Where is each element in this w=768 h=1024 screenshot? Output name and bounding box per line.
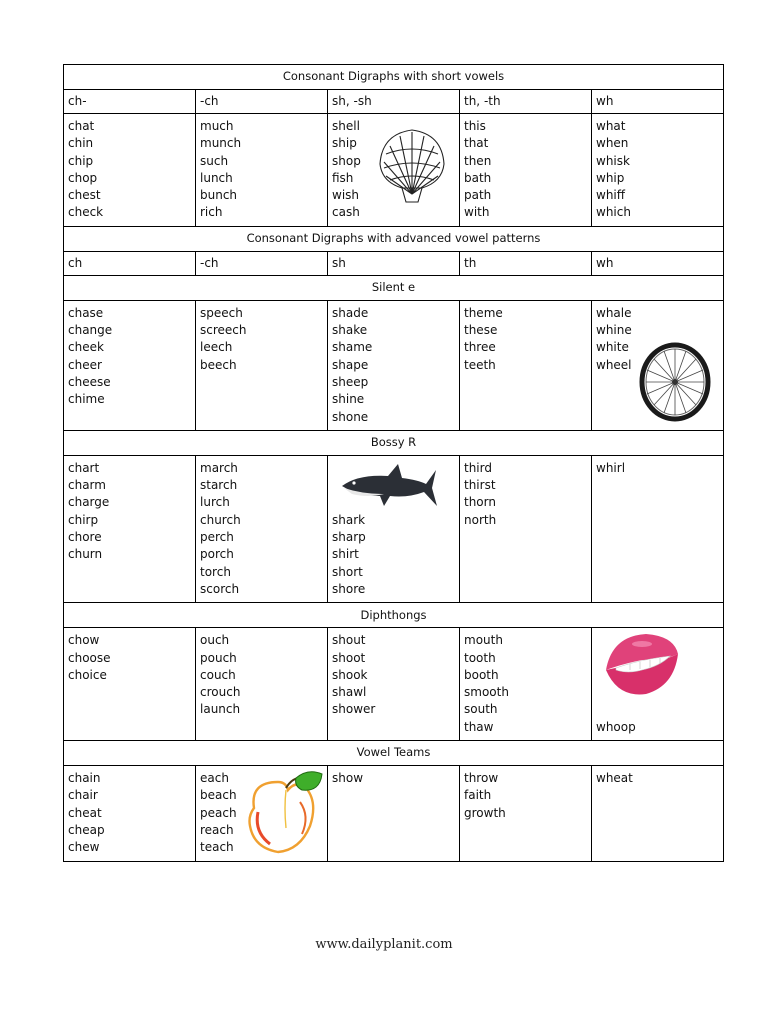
- word: rich: [200, 205, 223, 220]
- word-cell: [64, 766, 196, 861]
- word: which: [596, 205, 631, 220]
- word: south: [464, 702, 498, 717]
- word-cell: [460, 628, 592, 741]
- word-cell: [196, 300, 328, 430]
- word: shame: [332, 340, 373, 355]
- word: peach: [200, 805, 237, 820]
- word: chew: [68, 840, 100, 855]
- word: chop: [68, 170, 98, 185]
- word: change: [68, 323, 113, 338]
- word-cell: [64, 628, 196, 741]
- word: shake: [332, 323, 368, 338]
- word-cell: [196, 766, 328, 861]
- word-row: [64, 766, 724, 861]
- word: whip: [596, 170, 625, 185]
- word: couch: [200, 667, 236, 682]
- word: cheese: [68, 374, 111, 389]
- word: churn: [68, 547, 103, 562]
- word: march: [200, 460, 238, 475]
- word-row: [64, 114, 724, 227]
- word-cell: [460, 114, 592, 227]
- word: smooth: [464, 685, 509, 700]
- word-cell: [328, 455, 460, 602]
- word: each: [200, 771, 229, 786]
- word: chip: [68, 153, 94, 168]
- word: shore: [332, 581, 366, 596]
- word: these: [464, 323, 498, 338]
- word: wheel: [596, 357, 632, 372]
- word: chase: [68, 305, 104, 320]
- word: throw: [464, 771, 499, 786]
- word: whoop: [596, 719, 636, 734]
- section-title: Consonant Digraphs with short vowels: [64, 65, 724, 90]
- word: shoot: [332, 650, 366, 665]
- word: wheat: [596, 771, 633, 786]
- word: thaw: [464, 719, 494, 734]
- word: starch: [200, 478, 238, 493]
- word: lurch: [200, 495, 230, 510]
- word-cell: [64, 114, 196, 227]
- word: scorch: [200, 581, 240, 596]
- word: cash: [332, 205, 360, 220]
- word-cell: [196, 455, 328, 602]
- word: short: [332, 564, 363, 579]
- column-header: ch: [64, 251, 196, 275]
- word: chart: [68, 460, 100, 475]
- word: chain: [68, 771, 101, 786]
- word: such: [200, 153, 229, 168]
- word-row: [64, 300, 724, 430]
- word: shirt: [332, 547, 359, 562]
- word: three: [464, 340, 496, 355]
- word: chair: [68, 788, 98, 803]
- section-title: Silent e: [64, 275, 724, 300]
- word: crouch: [200, 685, 241, 700]
- section-title: Vowel Teams: [64, 741, 724, 766]
- word: teach: [200, 840, 234, 855]
- word: whale: [596, 305, 632, 320]
- lips-icon: [602, 630, 680, 702]
- word: theme: [464, 305, 503, 320]
- word: wish: [332, 188, 360, 203]
- word-table: [63, 64, 724, 862]
- word-cell: [64, 300, 196, 430]
- seashell-icon: [372, 124, 452, 206]
- word: cheap: [68, 822, 105, 837]
- word-row: [64, 455, 724, 602]
- word: tooth: [464, 650, 496, 665]
- word-cell: [592, 628, 724, 741]
- word: chore: [68, 530, 102, 545]
- peach-icon: [240, 768, 326, 854]
- section-title-row: [64, 603, 724, 628]
- word: that: [464, 136, 489, 151]
- column-header: th, -th: [460, 90, 592, 114]
- section-title: Diphthongs: [64, 603, 724, 628]
- word: this: [464, 119, 486, 133]
- section-title: Bossy R: [64, 430, 724, 455]
- word: bunch: [200, 188, 238, 203]
- word: beech: [200, 357, 237, 372]
- word-cell: [64, 455, 196, 602]
- column-header-row: [64, 90, 724, 114]
- section-title-row: [64, 275, 724, 300]
- word: munch: [200, 136, 242, 151]
- word: perch: [200, 530, 234, 545]
- word-cell: [592, 455, 724, 602]
- word: white: [596, 340, 629, 355]
- section-title-row: [64, 226, 724, 251]
- word: chat: [68, 119, 95, 133]
- word: chime: [68, 392, 105, 407]
- word-cell: [592, 300, 724, 430]
- word: shook: [332, 667, 368, 682]
- column-header: -ch: [196, 90, 328, 114]
- word: torch: [200, 564, 231, 579]
- word: launch: [200, 702, 241, 717]
- word: chow: [68, 633, 100, 648]
- word: check: [68, 205, 104, 220]
- word: whisk: [596, 153, 630, 168]
- word-cell: [196, 114, 328, 227]
- word: cheer: [68, 357, 102, 372]
- word: screech: [200, 323, 247, 338]
- word: cheat: [68, 805, 102, 820]
- word: booth: [464, 667, 499, 682]
- column-header: sh, -sh: [328, 90, 460, 114]
- word: church: [200, 512, 241, 527]
- column-header: -ch: [196, 251, 328, 275]
- word: reach: [200, 822, 234, 837]
- word: lunch: [200, 170, 233, 185]
- column-header: wh: [592, 90, 724, 114]
- word-cell: [196, 628, 328, 741]
- word: thorn: [464, 495, 496, 510]
- word: whiff: [596, 188, 626, 203]
- word: charm: [68, 478, 106, 493]
- word: north: [464, 512, 497, 527]
- word-cell: [328, 766, 460, 861]
- word: chirp: [68, 512, 99, 527]
- column-header: sh: [328, 251, 460, 275]
- section-title-row: [64, 65, 724, 90]
- word: path: [464, 188, 492, 203]
- word: shout: [332, 633, 366, 648]
- word: much: [200, 119, 234, 133]
- section-title-row: [64, 430, 724, 455]
- word: choose: [68, 650, 111, 665]
- word: choice: [68, 667, 107, 682]
- word: chin: [68, 136, 94, 151]
- word-cell: [592, 766, 724, 861]
- word-cell: [460, 766, 592, 861]
- word-cell: [460, 300, 592, 430]
- word: shade: [332, 305, 369, 320]
- word-cell: [592, 114, 724, 227]
- word: whirl: [596, 460, 626, 475]
- word: shark: [332, 512, 366, 527]
- word: shawl: [332, 685, 367, 700]
- word: speech: [200, 305, 243, 320]
- word: third: [464, 460, 492, 475]
- word: ouch: [200, 633, 230, 648]
- word: chest: [68, 188, 101, 203]
- word: ship: [332, 136, 357, 151]
- word: faith: [464, 788, 492, 803]
- word: shine: [332, 392, 365, 407]
- word: what: [596, 119, 626, 133]
- word-cell: [328, 628, 460, 741]
- word-cell: [328, 300, 460, 430]
- word: cheek: [68, 340, 104, 355]
- word: shower: [332, 702, 376, 717]
- word-row: [64, 628, 724, 741]
- word: teeth: [464, 357, 496, 372]
- column-header: wh: [592, 251, 724, 275]
- footer-url: www.dailyplanit.com: [315, 937, 453, 952]
- word: when: [596, 136, 629, 151]
- word: sheep: [332, 374, 369, 389]
- word: sharp: [332, 530, 366, 545]
- word: mouth: [464, 633, 503, 648]
- word: growth: [464, 805, 506, 820]
- word: shape: [332, 357, 369, 372]
- word: with: [464, 205, 490, 220]
- word: shop: [332, 153, 361, 168]
- shark-icon: [338, 462, 438, 512]
- word: then: [464, 153, 492, 168]
- word-cell: [460, 455, 592, 602]
- word: shone: [332, 409, 369, 424]
- word: shell: [332, 119, 360, 133]
- column-header-row: [64, 251, 724, 275]
- word: leech: [200, 340, 233, 355]
- word-cell: [328, 114, 460, 227]
- word: fish: [332, 170, 354, 185]
- column-header: th: [460, 251, 592, 275]
- column-header: ch-: [64, 90, 196, 114]
- word: show: [332, 771, 364, 786]
- word: porch: [200, 547, 234, 562]
- word: whine: [596, 323, 632, 338]
- word: bath: [464, 170, 492, 185]
- word: thirst: [464, 478, 496, 493]
- word: pouch: [200, 650, 237, 665]
- section-title-row: [64, 741, 724, 766]
- wheel-icon: [638, 341, 712, 423]
- word: charge: [68, 495, 110, 510]
- section-title: Consonant Digraphs with advanced vowel patterns: [64, 226, 724, 251]
- word: beach: [200, 788, 237, 803]
